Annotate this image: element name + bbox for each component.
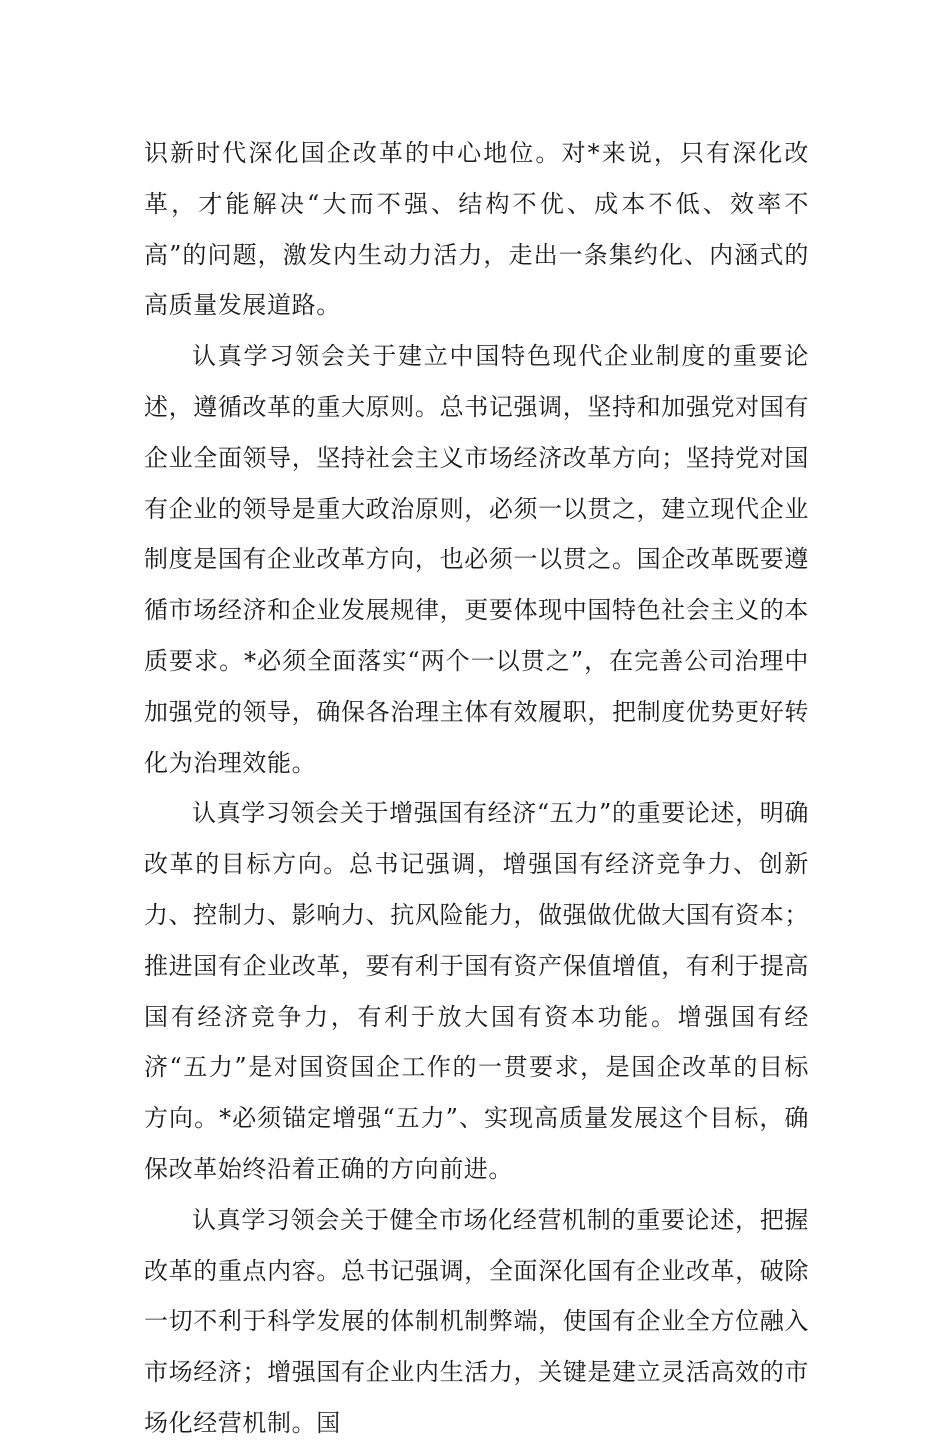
paragraph-five-forces: 认真学习领会关于增强国有经济“五力”的重要论述，明确改革的目标方向。总书记强调，增强国有经济竞争力、创新力、控制力、影响力、抗风险能力，做强做优做大国有资本；推进国有企业改革，要有利于国有资产保值增值，有利于提高国有经济竞争力，有利于放大国有资本功能。增强国有经济“五力”是对国资国企工作的一贯要求，是国企改革的目标方向。*必须锚定增强“五力”、实现高质量发展这个目标，确保改革始终沿着正确的方向前进。 bbox=[144, 799, 809, 1183]
paragraph-market-mechanism: 认真学习领会关于健全市场化经营机制的重要论述，把握改革的重点内容。总书记强调，全面深化国有企业改革，破除一切不利于科学发展的体制机制弊端，使国有企业全方位融入市场经济；增强国有企业内生活力，关键是建立灵活高效的市场化经营机制。国 bbox=[144, 1205, 809, 1437]
paragraph-continued: 识新时代深化国企改革的中心地位。对*来说，只有深化改革，才能解决“大而不强、结构不优、成本不低、效率不高”的问题，激发内生动力活力，走出一条集约化、内涵式的高质量发展道路。 bbox=[144, 139, 809, 320]
body-text bbox=[144, 128, 809, 1449]
paragraph-modern-enterprise-system: 认真学习领会关于建立中国特色现代企业制度的重要论述，遵循改革的重大原则。总书记强调，坚持和加强党对国有企业全面领导，坚持社会主义市场经济改革方向；坚持党对国有企业的领导是重大政治原则，必须一以贯之，建立现代企业制度是国有企业改革方向，也必须一以贯之。国企改革既要遵循市场经济和企业发展规律，更要体现中国特色社会主义的本质要求。*必须全面落实“两个一以贯之”，在完善公司治理中加强党的领导，确保各治理主体有效履职，把制度优势更好转化为治理效能。 bbox=[144, 342, 809, 777]
